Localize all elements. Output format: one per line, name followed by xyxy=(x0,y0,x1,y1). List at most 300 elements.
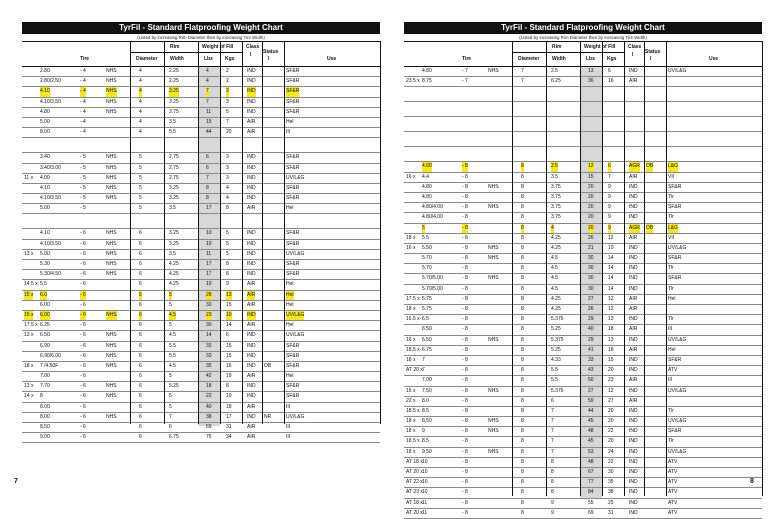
table-row xyxy=(404,356,762,366)
cell-k: 10 xyxy=(226,311,232,320)
cell-d: 6 xyxy=(139,393,142,400)
cell-t: 4.80/4.00 xyxy=(422,204,443,211)
cell-d: 6 xyxy=(139,250,142,257)
cell-ply: - 8 xyxy=(462,407,468,414)
cell-w: 5.25 xyxy=(169,383,179,390)
column-rule xyxy=(164,41,165,424)
table-row xyxy=(22,250,380,260)
cell-d: 8 xyxy=(521,316,524,323)
cell-p: 16 x xyxy=(406,173,416,180)
table-row xyxy=(404,417,762,427)
table-body xyxy=(404,67,762,519)
cell-c: AIR xyxy=(247,373,256,380)
cell-l: 33 xyxy=(206,352,212,359)
cell-t: 4.80 xyxy=(422,183,432,190)
cell-u: SF&R xyxy=(286,362,300,369)
cell-ply: - 8 xyxy=(462,377,468,384)
cell-c: IND xyxy=(629,204,638,211)
column-rule xyxy=(512,41,513,496)
cell-c: IND xyxy=(629,265,638,272)
cell-k: 3 xyxy=(226,174,229,181)
cell-l: 6 xyxy=(206,164,209,171)
cell-s: OB xyxy=(646,224,653,233)
cell-d: 8 xyxy=(521,479,524,486)
cell-t: 7.70 xyxy=(40,383,50,390)
header-rule xyxy=(512,52,624,53)
cell-nhs: NHS xyxy=(106,154,117,161)
cell-k: 30 xyxy=(608,469,614,475)
cell-c: IND xyxy=(247,383,256,390)
cell-k: 22 xyxy=(608,458,614,465)
cell-l: 20 xyxy=(588,193,594,200)
cell-c: AIR xyxy=(247,424,256,430)
table-row xyxy=(404,488,762,498)
cell-u: Tlr xyxy=(668,316,674,323)
cell-u: SF&R xyxy=(286,87,299,96)
cell-w: 4.25 xyxy=(551,306,561,312)
table-row xyxy=(22,352,380,362)
cell-ply: - 6 xyxy=(80,240,86,247)
cell-k: 15 xyxy=(608,356,614,363)
cell-k: 7 xyxy=(226,118,229,125)
cell-d: 8 xyxy=(521,265,524,272)
cell-p: 17.5 x xyxy=(406,295,420,302)
cell-l: 50 xyxy=(588,377,594,384)
cell-w: 5.25 xyxy=(551,346,561,353)
cell-w: 2.5 xyxy=(551,68,558,74)
cell-k: 8 xyxy=(226,271,229,278)
cell-ply: - 4 xyxy=(80,68,86,74)
cell-ply: - 8 xyxy=(462,265,468,272)
table-row xyxy=(404,315,762,325)
cell-l: 30 xyxy=(588,275,594,282)
table-row xyxy=(22,433,380,443)
cell-k: 9 xyxy=(608,183,611,190)
cell-d: 5 xyxy=(139,184,142,191)
header-width: Width xyxy=(170,56,184,62)
cell-p: 16.5 x xyxy=(406,316,420,323)
cell-c: IND xyxy=(629,367,638,374)
cell-t: 11 xyxy=(422,499,428,506)
cell-nhs: NHS xyxy=(488,448,499,455)
cell-t: 5.00 xyxy=(40,118,50,125)
cell-t: 3.40 xyxy=(40,154,50,161)
cell-u: UV/L&G xyxy=(668,244,687,251)
cell-d: 8 xyxy=(521,448,524,455)
chart-page-right xyxy=(404,22,762,516)
cell-l: 6 xyxy=(206,154,209,161)
table-row xyxy=(22,382,380,392)
cell-w: 6.75 xyxy=(169,434,179,441)
table-row xyxy=(404,499,762,509)
table-row xyxy=(404,468,762,478)
chart-page-left xyxy=(22,22,380,447)
cell-d: 8 xyxy=(521,244,524,251)
table-row xyxy=(404,173,762,183)
cell-d: 6 xyxy=(139,424,142,430)
cell-w: 5.375 xyxy=(551,387,564,394)
cell-t: 9 xyxy=(422,428,425,435)
cell-t: 6.5 xyxy=(422,316,429,323)
header-class-marker: I xyxy=(632,52,634,58)
cell-d: 8 xyxy=(521,234,524,241)
cell-u: Hel xyxy=(286,322,294,329)
cell-ply: - 8 xyxy=(462,316,468,323)
cell-t: 5.70 xyxy=(422,265,432,272)
cell-k: 15 xyxy=(226,352,232,359)
cell-nhs: NHS xyxy=(106,174,117,181)
cell-w: 6.25 xyxy=(551,78,561,85)
cell-w: 3.25 xyxy=(169,87,179,96)
cell-k: 8 xyxy=(226,383,229,390)
cell-w: 3.75 xyxy=(551,183,561,190)
cell-t: 6.90 xyxy=(40,342,50,349)
cell-ply: - 8 xyxy=(462,469,468,475)
table-row xyxy=(404,234,762,244)
cell-k: 20 xyxy=(608,418,614,425)
cell-k: 2 xyxy=(226,78,229,85)
cell-u: Tlr xyxy=(668,438,674,445)
table-row xyxy=(404,213,762,223)
cell-t: 4.10/3.50 xyxy=(40,195,61,202)
cell-ply: - 8 xyxy=(462,306,468,312)
cell-u: SF&R xyxy=(286,271,300,278)
cell-t: 4.10 xyxy=(40,230,50,237)
table-row xyxy=(22,153,380,163)
cell-k: 8 xyxy=(226,261,229,267)
table-row xyxy=(22,108,380,118)
cell-l: 20 xyxy=(588,224,594,233)
cell-l: 30 xyxy=(588,285,594,292)
table-row xyxy=(404,295,762,305)
cell-w: 8 xyxy=(551,479,554,486)
cell-w: 3.75 xyxy=(551,193,561,200)
cell-p: 18.5 x xyxy=(406,438,420,445)
cell-c: IND xyxy=(247,98,256,105)
cell-w: 4.5 xyxy=(169,332,176,339)
cell-k: 35 xyxy=(608,479,614,486)
cell-d: 6 xyxy=(139,261,142,267)
cell-ply: - 5 xyxy=(80,154,86,161)
cell-k: 9 xyxy=(608,214,611,221)
table-row xyxy=(22,77,380,87)
cell-d: 8 xyxy=(521,509,524,516)
table-row xyxy=(404,244,762,254)
cell-ply: - 4 xyxy=(80,108,86,115)
cell-w: 5.5 xyxy=(551,367,558,374)
cell-t: 7.00 xyxy=(422,377,432,384)
cell-p: AT 22 x xyxy=(406,479,423,486)
cell-u: Hel xyxy=(286,118,294,125)
cell-ply: - 8 xyxy=(462,346,468,353)
cell-d: 5 xyxy=(139,195,142,202)
cell-t: 6.75 xyxy=(422,346,432,353)
table-row xyxy=(22,403,380,413)
cell-w: 5.5 xyxy=(169,352,176,359)
cell-ply: - 6 xyxy=(80,250,86,257)
cell-p: 18.5 x xyxy=(406,346,420,353)
cell-c: IND xyxy=(629,489,638,496)
table-row xyxy=(22,362,380,372)
cell-d: 5 xyxy=(139,174,142,181)
cell-u: UV/L&G xyxy=(286,174,305,181)
cell-p: 13 x xyxy=(24,332,34,339)
cell-t: 10 xyxy=(422,469,428,475)
cell-d: 6 xyxy=(139,322,142,329)
cell-d: 8 xyxy=(521,306,524,312)
cell-t: 8.50 xyxy=(422,418,432,425)
cell-ply: - 8 xyxy=(462,173,468,180)
cell-t: 5.5 xyxy=(40,281,47,288)
header-status-marker: I xyxy=(268,56,270,62)
table-row xyxy=(22,270,380,280)
cell-u: L&G xyxy=(668,224,678,233)
cell-w: 4.25 xyxy=(551,244,561,251)
table-row xyxy=(22,342,380,352)
cell-l: 15 xyxy=(206,118,212,125)
table-row xyxy=(404,193,762,203)
cell-c: IND xyxy=(629,193,638,200)
cell-ply: - 6 xyxy=(80,403,86,410)
cell-k: 10 xyxy=(226,393,232,400)
header-lbs: Lbs xyxy=(586,56,595,62)
table-row xyxy=(404,437,762,447)
cell-k: 12 xyxy=(608,234,614,241)
cell-w: 3.25 xyxy=(169,240,179,247)
cell-t: 5.50 xyxy=(422,244,432,251)
cell-ply: - 4 xyxy=(80,87,86,96)
cell-d: 8 xyxy=(521,356,524,363)
cell-w: 3.5 xyxy=(169,205,176,212)
spacer-row xyxy=(22,214,380,229)
cell-u: SF&R xyxy=(668,275,682,282)
table-row xyxy=(404,387,762,397)
cell-k: 12 xyxy=(608,387,614,394)
header-tire: Tire xyxy=(462,56,472,62)
cell-ply: - 6 xyxy=(80,271,86,278)
cell-c: AGR xyxy=(629,224,640,233)
cell-k: 15 xyxy=(226,301,232,308)
cell-k: 31 xyxy=(608,509,614,516)
cell-w: 2.75 xyxy=(169,164,179,171)
cell-ply: - 4 xyxy=(80,129,86,136)
cell-u: SF&R xyxy=(286,98,300,105)
cell-nhs: NHS xyxy=(488,275,499,282)
cell-d: 8 xyxy=(521,224,524,233)
cell-nhs: NHS xyxy=(106,352,117,359)
table-row xyxy=(404,183,762,193)
cell-p: 15 x xyxy=(24,311,33,320)
cell-d: 8 xyxy=(521,255,524,262)
header-tire: Tire xyxy=(80,56,90,62)
column-rule xyxy=(130,41,131,424)
cell-l: 7 xyxy=(206,87,209,96)
cell-k: 20 xyxy=(608,438,614,445)
cell-k: 14 xyxy=(608,285,614,292)
cell-w: 3.25 xyxy=(169,98,179,105)
cell-d: 4 xyxy=(139,118,142,125)
cell-w: 5 xyxy=(169,403,172,410)
cell-c: AIR xyxy=(629,346,638,353)
cell-t: 4.80/4.00 xyxy=(422,214,443,221)
cell-l: 41 xyxy=(588,346,594,353)
cell-u: SF&R xyxy=(668,255,682,262)
cell-ply: - 6 xyxy=(80,230,86,237)
cell-l: 26 xyxy=(588,234,594,241)
cell-u: ATV xyxy=(668,367,678,374)
cell-c: IND xyxy=(629,244,638,251)
cell-nhs: NHS xyxy=(106,230,117,237)
cell-l: 29 xyxy=(588,316,594,323)
cell-k: 13 xyxy=(226,291,232,300)
cell-t: 5.75 xyxy=(422,295,432,302)
cell-w: 5 xyxy=(169,322,172,329)
cell-ply: - 7 xyxy=(462,78,468,85)
cell-k: 12 xyxy=(608,306,614,312)
cell-l: 29 xyxy=(588,336,594,343)
table-row xyxy=(404,264,762,274)
cell-p: 18 x xyxy=(24,362,34,369)
cell-ply: - 8 xyxy=(462,479,468,486)
cell-w: 5.5 xyxy=(551,377,558,384)
cell-w: 3.5 xyxy=(169,250,176,257)
cell-l: 33 xyxy=(588,356,594,363)
cell-l: 20 xyxy=(588,214,594,221)
table-row xyxy=(22,98,380,108)
cell-d: 6 xyxy=(139,281,142,288)
cell-u: SF&R xyxy=(286,164,300,171)
cell-ply: - 8 xyxy=(462,295,468,302)
cell-u: UV/L&G xyxy=(668,387,687,394)
header-status-marker: I xyxy=(650,56,652,62)
cell-w: 2.25 xyxy=(169,68,179,74)
cell-l: 13 xyxy=(588,68,594,74)
cell-p: 16 x xyxy=(406,244,416,251)
cell-d: 7 xyxy=(521,68,524,74)
cell-c: IND xyxy=(247,68,256,74)
cell-l: 35 xyxy=(206,362,212,369)
page-number-right: 8 xyxy=(750,478,754,485)
cell-ply: - 4 xyxy=(80,98,86,105)
cell-k: 6 xyxy=(226,332,229,339)
cell-s: OB xyxy=(646,162,653,171)
cell-l: 12 xyxy=(588,162,594,171)
cell-u: ATV xyxy=(668,479,678,486)
cell-ply: - 6 xyxy=(80,332,86,339)
cell-l: 55 xyxy=(588,499,594,506)
cell-t: 10 xyxy=(422,458,428,465)
table-row xyxy=(404,305,762,315)
cell-c: IND xyxy=(629,183,638,190)
cell-u: SF&R xyxy=(286,154,300,161)
cell-d: 6 xyxy=(139,291,142,300)
cell-nhs: NHS xyxy=(106,164,117,171)
cell-w: 5.5 xyxy=(169,129,176,136)
cell-nhs: NHS xyxy=(488,418,499,425)
cell-c: AIR xyxy=(247,118,256,125)
cell-d: 8 xyxy=(521,326,524,333)
cell-p: 18.5 x xyxy=(406,407,420,414)
cell-d: 6 xyxy=(139,271,142,278)
cell-d: 4 xyxy=(139,68,142,74)
cell-d: 4 xyxy=(139,129,142,136)
cell-w: 7 xyxy=(169,413,172,420)
cell-k: 5 xyxy=(226,250,229,257)
cell-ply: - 8 xyxy=(462,183,468,190)
cell-d: 8 xyxy=(521,418,524,425)
cell-l: 48 xyxy=(588,428,594,435)
cell-p: 18 x xyxy=(406,428,416,435)
cell-u: Hel xyxy=(286,291,294,300)
cell-c: AIR xyxy=(247,434,256,441)
cell-d: 8 xyxy=(521,367,524,374)
cell-d: 8 xyxy=(521,489,524,496)
cell-d: 6 xyxy=(139,332,142,339)
cell-p: 18 x xyxy=(406,448,416,455)
cell-c: AIR xyxy=(629,295,638,302)
cell-u: ATV xyxy=(668,509,678,516)
cell-nhs: NHS xyxy=(106,362,117,369)
cell-t: 4.4 xyxy=(422,173,429,180)
cell-w: 7 xyxy=(551,407,554,414)
cell-c: IND xyxy=(629,448,638,455)
cell-ply: - 6 xyxy=(80,352,86,359)
table-row xyxy=(22,128,380,138)
cell-t: 8.00 xyxy=(40,403,50,410)
cell-nhs: NHS xyxy=(106,250,117,257)
cell-nhs: NHS xyxy=(106,393,117,400)
cell-nhs: NHS xyxy=(106,332,117,339)
cell-t: 8.00 xyxy=(40,413,50,420)
cell-nhs: NHS xyxy=(488,244,499,251)
cell-nhs: NHS xyxy=(106,342,117,349)
cell-nhs: NHS xyxy=(488,255,499,262)
cell-ply: - 8 xyxy=(462,458,468,465)
column-rule xyxy=(666,41,667,496)
cell-u: SF&R xyxy=(286,108,300,115)
cell-u: SF&R xyxy=(286,383,300,390)
cell-t: 6.0 xyxy=(40,291,47,300)
cell-l: 40 xyxy=(588,326,594,333)
table-row xyxy=(404,376,762,386)
table-row xyxy=(22,301,380,311)
cell-ply: - 6 xyxy=(80,301,86,308)
header-class: Class xyxy=(628,44,642,50)
cell-w: 3.25 xyxy=(169,195,179,202)
cell-t: 5.75 xyxy=(422,306,432,312)
header-weight-of-fill: Weight of Fill xyxy=(584,44,616,50)
cell-d: 6 xyxy=(139,362,142,369)
cell-c: AIR xyxy=(247,129,256,136)
cell-k: 16 xyxy=(226,362,232,369)
cell-u: UV/L&G xyxy=(668,418,687,425)
cell-nhs: NHS xyxy=(106,68,117,74)
cell-c: IND xyxy=(247,87,256,96)
cell-u: III xyxy=(668,377,673,384)
cell-l: 11 xyxy=(206,250,212,257)
cell-ply: - 6 xyxy=(80,383,86,390)
cell-ply: - 6 xyxy=(80,322,86,329)
cell-t: 7.50 xyxy=(422,387,432,394)
cell-k: 12 xyxy=(608,295,614,302)
cell-t: 6.50 xyxy=(422,326,432,333)
cell-k: 5 xyxy=(226,108,229,115)
cell-l: 59 xyxy=(588,397,594,404)
cell-w: 4.5 xyxy=(551,285,558,292)
cell-l: 69 xyxy=(588,509,594,516)
cell-nhs: NHS xyxy=(488,204,499,211)
cell-c: IND xyxy=(629,336,638,343)
